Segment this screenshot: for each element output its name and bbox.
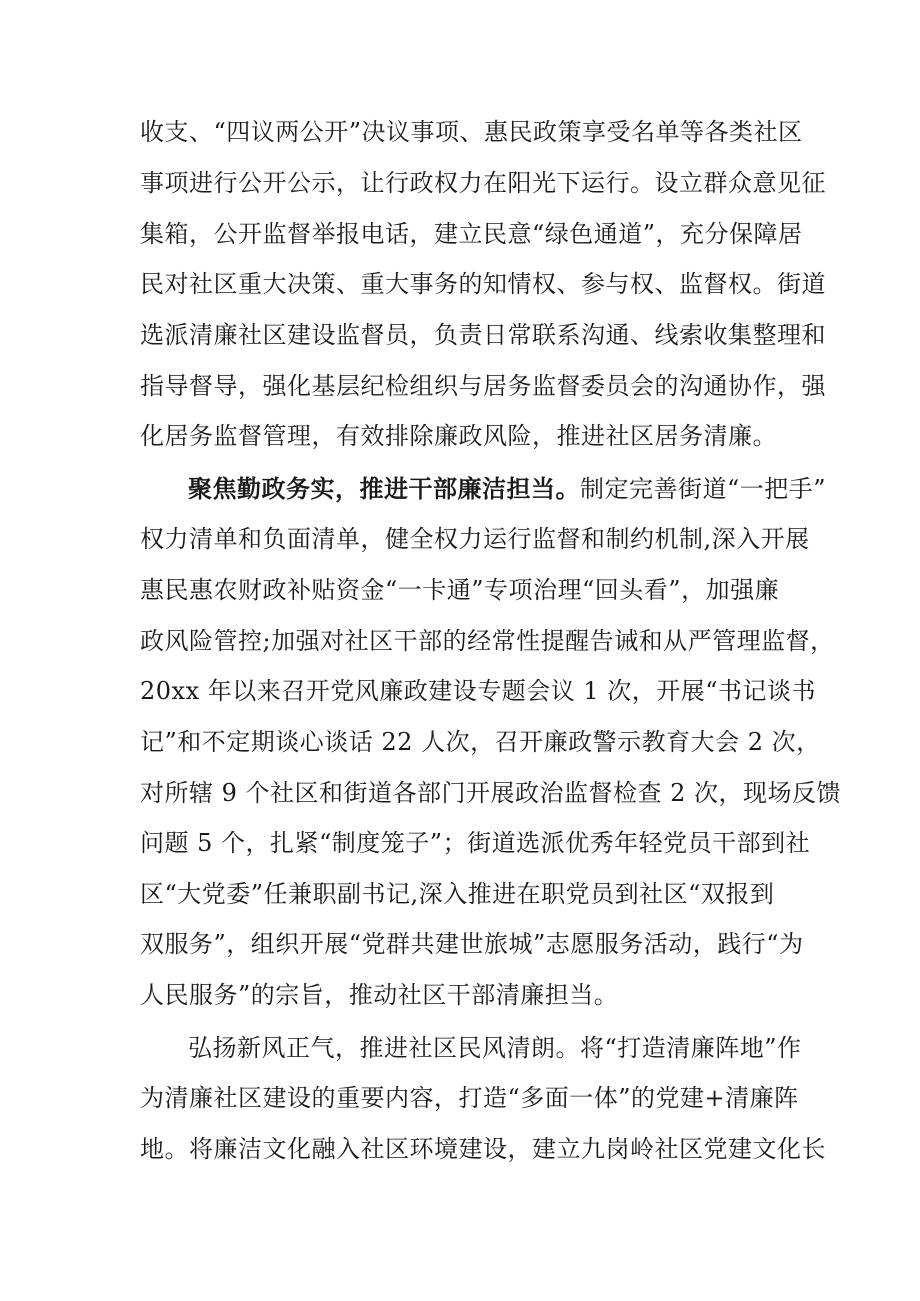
paragraph-2-line-1	[188, 471, 827, 507]
paragraph-2-line-6: 记”和不定期谈心谈话 22 人次，召开廉政警示教育大会 2 次，	[140, 728, 821, 756]
paragraph-1-line-7: 化居务监督管理，有效排除廉政风险，推进社区居务清廉。	[140, 422, 777, 450]
paragraph-1-line-4: 民对社区重大决策、重大事务的知情权、参与权、监督权。街道	[140, 270, 826, 298]
paragraph-2-line-11: 人民服务”的宗旨，推动社区干部清廉担当。	[140, 981, 619, 1009]
paragraph-2-heading: 聚焦勤政务实，推进干部廉洁担当。	[188, 474, 580, 503]
paragraph-1-line-6: 指导督导，强化基层纪检组织与居务监督委员会的沟通协作，强	[140, 372, 826, 400]
paragraph-2-line-10: 双服务”，组织开展“党群共建世旅城”志愿服务活动，践行“为	[140, 930, 804, 958]
paragraph-1-line-2: 事项进行公开公示，让行政权力在阳光下运行。设立群众意见征	[140, 169, 826, 197]
paragraph-2-line-8: 问题 5 个，扎紧“制度笼子”；街道选派优秀年轻党员干部到社	[140, 829, 811, 857]
paragraph-1-line-1: 收支、“四议两公开”决议事项、惠民政策享受名单等各类社区	[140, 118, 803, 146]
paragraph-1-line-5: 选派清廉社区建设监督员，负责日常联系沟通、线索收集整理和	[140, 321, 826, 349]
paragraph-2-line-7: 对所辖 9 个社区和街道各部门开展政治监督检查 2 次，现场反馈	[140, 779, 842, 807]
paragraph-2-line-5: 20xx 年以来召开党风廉政建设专题会议 1 次，开展“书记谈书	[140, 677, 817, 705]
paragraph-3-line-1: 弘扬新风正气，推进社区民风清朗。将“打造清廉阵地”作	[188, 1034, 802, 1062]
paragraph-2-line-9: 区“大党委”任兼职副书记,深入推进在职党员到社区“双报到	[140, 880, 775, 908]
paragraph-3-line-3: 地。将廉洁文化融入社区环境建设，建立九岗岭社区党建文化长	[140, 1135, 826, 1163]
paragraph-2-line-4: 政风险管控;加强对社区干部的经常性提醒告诫和从严管理监督，	[140, 627, 835, 655]
paragraph-3-line-2: 为清廉社区建设的重要内容，打造“多面一体”的党建+清廉阵	[140, 1084, 799, 1112]
paragraph-1-line-3: 集箱，公开监督举报电话，建立民意“绿色通道”，充分保障居	[140, 220, 803, 248]
paragraph-2-line-2: 权力清单和负面清单，健全权力运行监督和制约机制,深入开展	[140, 525, 810, 553]
paragraph-2-first-line-rest: 制定完善街道“一把手”	[580, 475, 827, 503]
paragraph-2-line-3: 惠民惠农财政补贴资金“一卡通”专项治理“回头看”，加强廉	[140, 576, 780, 604]
